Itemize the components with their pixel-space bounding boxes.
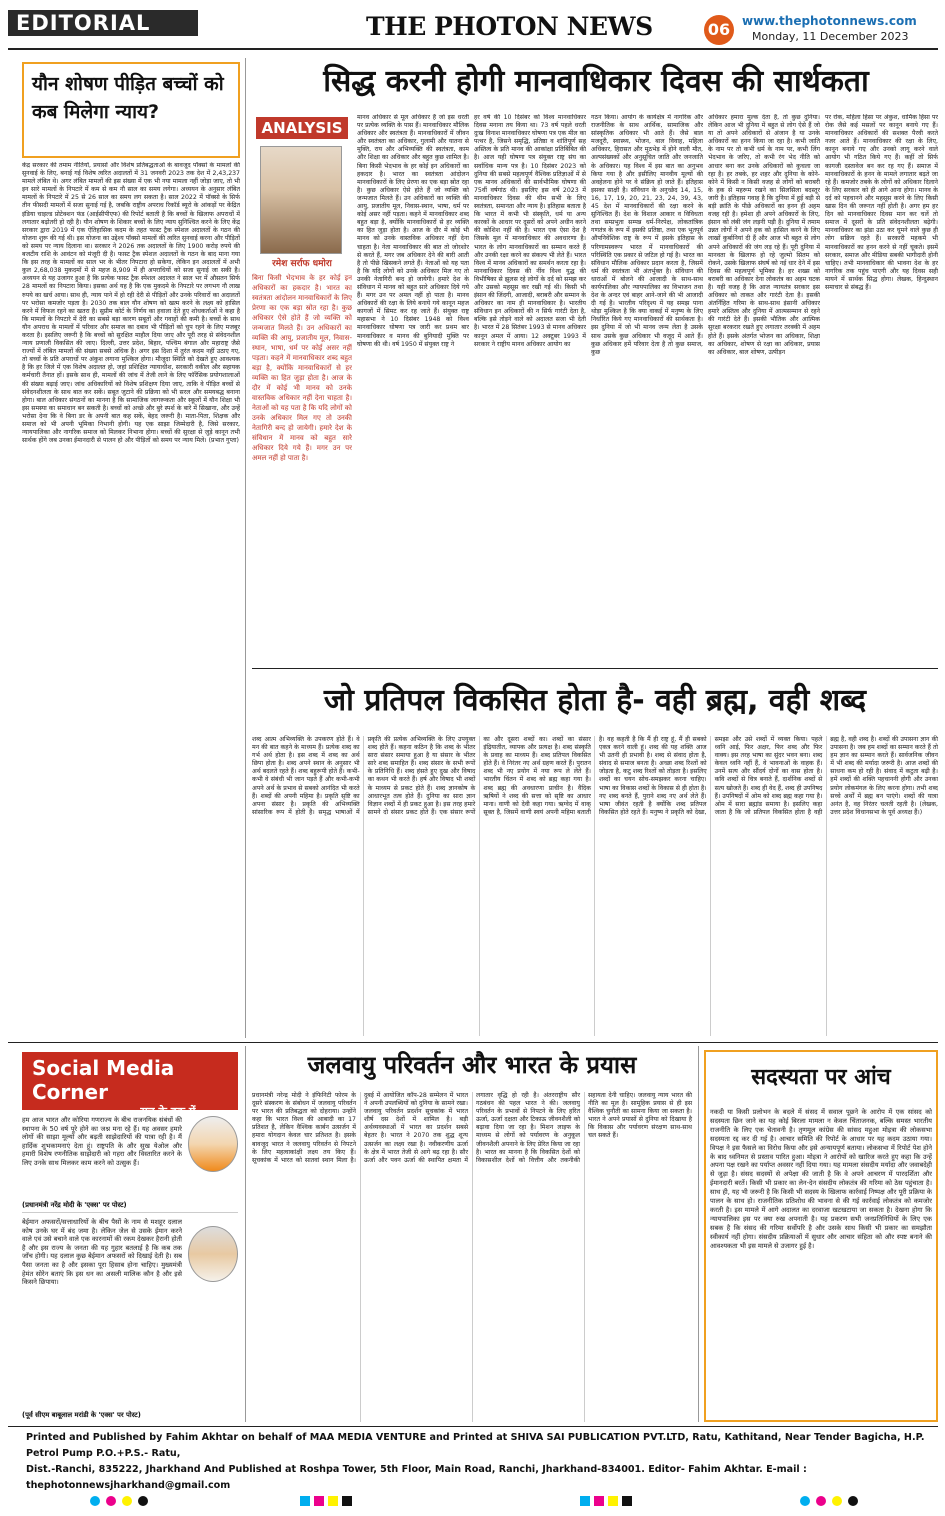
yellow-mark-2: [832, 1496, 842, 1506]
black-square: [342, 1496, 352, 1506]
section-divider: [252, 668, 938, 669]
print-registration-marks: [0, 1488, 945, 1512]
cyan-mark-2: [800, 1496, 810, 1506]
middle-article-title: जो प्रतिपल विकसित होता है- वही ब्रह्म, वही शब्द: [323, 683, 867, 718]
cyan-mark: [90, 1496, 100, 1506]
yellow-square-2: [608, 1496, 618, 1506]
author-byline: रमेश सर्राफ धमोरा: [272, 259, 332, 269]
social-post-2-credit: (पूर्व सीएम बाबूलाल मरांडी के 'एक्स' पर पोस्ट): [22, 1411, 141, 1419]
main-article-col4: अधिकार हमारा मुल्क देता है, तो कुछ दुनिया। लेकिन आज भी दुनिया में बहुत से लोग ऐसे हैं जो या तो अपने अधिकारों से अंजान है या उनके अधिकारों का हनन किया जा रहा है। कभी जाति के नाम पर तो कभी धर्म के नाम पर, कभी लिंग भेदभाव के जरिए, तो कभी रंग भेद नीति को आधार बना कर उनके अधिकारों को कुचला जा रहा है। हर तबके, हर शहर और दुनिया के कोने-कोने में किसी न किसी वजह से लोगों को बराबरी के हक से महरूम रखने का सिलसिला बदस्तूर जारी है। इतिहास गवाह है कि दुनिया में हुई बड़ी से बड़ी क्रांति के पीछे अधिकारों का हनन ही अहम वजह रही है। हमेशा ही अपने अधिकारों के लिए, इंसान को लंबी जंग लड़नी पड़ी है। दुनिया में तमाम उन्नत लोगों ने अपने हक को हासिल करने के लिए लाखों कुर्बानियां दी हैं और आज भी बहुत से लोग अपने अधिकारों की जंग लड़ रहे हैं। पूरी दुनिया में मानवता के खिलाफ हो रहे जुल्मो सितम को रोकने, उसके खिलाफ संघर्ष को नई धार देने में इस दिवस की महत्वपूर्ण भूमिका है। हर शख्स को बराबरी का अधिकार देना लोकतंत्र का अहम घटक है। यही वजह है कि आज न्यायतंत्र सरकार इस अधिकार को ताकत और गारंटी देता है। इसकी अंतर्निहित गरिमा के साथ-साथ इंसानी अधिकार हमारे अस्तित्व और दुनिया में आत्मसम्मान से रहने की गारंटी देते हैं। इसकी भौतिक और आत्मिक सुरक्षा बरकरार रखते हुए लगातार तरक्की में अहम होते हैं। इसके अंतर्गत भोजन का अधिकार, शिक्षा का अधिकार, शोषण से रक्षा का अधिकार, प्रयास का अधिकार, बाल शोषण, उत्पीड़न: [708, 114, 820, 356]
social-media-title: Social Media Corner: [32, 1056, 175, 1104]
left-article-body: केंद्र सरकार की तमाम नीतियों, प्रयासों और विशेष प्रतिबद्धताओं के बावजूद पॉक्सो के मामलों की सुनवाई के लिए, बनाई गई विशेष त्वरित अदालतों में 31 जनवरी 2023 तक देश में 2,43,237 मामले लंबित थे। अगर लंबित मामलों की इस संख्या में एक भी नया मामला नहीं जोड़ा जाए, तो भी इन सारे मामलों के निपटारे में कम से कम नौ साल का समय लगेगा। अध्ययन के अनुसार लंबित मामलों के निपटारे में 25 से 26 साल का समय लग सकता है। साल 2022 में पॉक्सो के सिर्फ तीन फीसदी मामलों में सजा सुनाई गई है, जबकि राष्ट्रीय अपराध रिकॉर्ड ब्यूरो के आंकड़ों पर केंद्रित इंडिया चाइल्ड प्रोटेक्शन फंड (आईसीपीएफ) की रिपोर्ट बताती है कि बच्चों के खिलाफ अपराधों में लगातार बढ़ोतरी हो रही है। यौन शोषण के शिकार बच्चों के लिए न्याय सुनिश्चित करने के लिए केंद्र सरकार द्वारा 2019 में एक ऐतिहासिक कदम के तहत फास्ट ट्रैक स्पेशल अदालतों के गठन की योजना शुरू की गई थी। इस योजना का उद्देश्य पॉक्सो मामलों की त्वरित सुनवाई करना और पीड़ितों को समय पर न्याय दिलाना था। सरकार ने 2026 तक अदालतों के लिए 1900 करोड़ रुपये की बजटीय राशि के आवंटन को मंजूरी दी है। फास्ट ट्रैक स्पेशल अदालतों के गठन के बाद माना गया कि इस तरह के मामलों का साल भर के भीतर निपटारा हो सकेगा, लेकिन इन अदालतों में अभी कुल 2,68,038 मुकदमों में से महज 8,909 में ही अपराधियों को सजा सुनाई जा सकी है। अध्ययन से यह उजागर हुआ है कि प्रत्येक फास्ट ट्रैक स्पेशल अदालत ने साल भर में औसतन सिर्फ 28 मामलों का निपटारा किया। इसका अर्थ यह है कि एक मुकदमे के निपटारे पर लगभग नौ लाख रुपये का खर्च आया। साथ ही, न्याय पाने में हो रही देरी से पीड़ितों और उनके परिवारों का अदालतों पर भरोसा कमजोर पड़ता है। 2030 तक बाल यौन शोषण को खत्म करने के लक्ष्य को हासिल करने में विफल रहने का खतरा है। सुप्रीम कोर्ट के निर्णय का हवाला देते हुए शोधकर्ताओं ने कहा है कि मामलों के निपटारे में देरी का सबसे बड़ा कारण सबूतों और गवाहों की कमी है। बच्चों के साथ यौन अपराध के मामलों में परिवार और समाज का दबाव भी पीड़ितों को चुप रहने के लिए मजबूर करता है। इसलिए जरूरी है कि बच्चों को सुरक्षित माहौल दिया जाए और पूरी तरह से संवेदनशील न्याय प्रणाली विकसित की जाए। दिल्ली, उत्तर प्रदेश, बिहार, पश्चिम बंगाल और महाराष्ट्र जैसे राज्यों में लंबित मामलों की संख्या सबसे अधिक है। अगर इस दिशा में तुरंत कदम नहीं उठाए गए, तो बच्चों के प्रति अपराधों पर अंकुश लगाना मुश्किल होगा। मौजूदा स्थिति को देखते हुए आवश्यक है कि हर जिले में एक विशेष अदालत हो, जहां प्रशिक्षित न्यायाधीश, सरकारी वकील और सहायक कर्मचारी तैनात हों। इसके साथ ही, मामलों की जांच में तेजी लाने के लिए फॉरेंसिक प्रयोगशालाओं की संख्या बढ़ाई जाए। जांच अधिकारियों को विशेष प्रशिक्षण दिया जाए, ताकि वे पीड़ित बच्चों से संवेदनशीलता के साथ बात कर सकें। सबूत जुटाने की प्रक्रिया को भी सरल और समयबद्ध बनाना होगा। बाल अधिकार संगठनों का मानना है कि सामाजिक जागरूकता और स्कूलों में यौन शिक्षा भी इस समस्या का समाधान बन सकती है। बच्चों को अच्छे और बुरे स्पर्श के बारे में सिखाना, और उन्हें भरोसा देना कि वे बिना डर के अपनी बात कह सकें, बेहद जरूरी है। माता-पिता, शिक्षक और समाज को भी अपनी भूमिका निभानी होगी। यह एक साझा जिम्मेदारी है, जिसे सरकार, न्यायपालिका और नागरिक समाज को मिलकर निभाना होगा। बच्चों की सुरक्षा से जुड़े कानून तभी सार्थक होंगे जब उनका ईमानदारी से पालन हो और पीड़ितों को समय पर न्याय मिले। (प्रभात गुप्ता): [22, 162, 240, 445]
page-number: 06: [704, 15, 734, 45]
imprint-line-2: Dist.-Ranchi, 835222, Jharkhand And Published at Roshpa Tower, 5th Floor, Main Road, Ranchi, Jharkhand-834001. Editor- Fahim Akhtar. E-mail : thephotonnewsjharkhand@gmail.com: [26, 1464, 807, 1491]
main-article-col1: मानव अधिकार से मूल अधिकार हैं जो इस धरती पर प्रत्येक व्यक्ति के पास हैं। मानवाधिकार मौलिक अधिकार और स्वतंत्रता हैं। मानवाधिकारों में जीवन और स्वतंत्रता का अधिकार, गुलामी और यातना से मुक्ति, राय और अभिव्यक्ति की स्वतंत्रता, काम और शिक्षा का अधिकार और बहुत कुछ शामिल है। बिना किसी भेदभाव के हर कोई इन अधिकारों का हकदार है। भारत का स्वतंत्रता आंदोलन मानवाधिकारों के लिए प्रेरणा का एक बड़ा स्रोत रहा है। कुछ अधिकार ऐसे होते हैं जो व्यक्ति को जन्मजात मिलते हैं। उन अधिकारों का व्यक्ति की आयु, प्रजातीय मूल, निवास-स्थान, भाषा, धर्म पर कोई असर नहीं पड़ता। कहने में मानवाधिकार शब्द बहुत बड़ा है, क्योंकि मानवाधिकारों से हर व्यक्ति का हित जुड़ा होता है। आज के दौर में कोई भी मानव को उनके वास्तविक अधिकार नहीं देना चाहता है। नेता मानवाधिकार की बात तो जोरशोर से करते हैं, मगर जब अधिकार देने की बारी आती है तो पीछे खिसकने लगते हैं। नेताओं को यह पता है कि यदि लोगों को उनके अधिकार मिल गए तो उनकी नेतागिरी बन्द हो जायेगी। हमारे देश के संविधान में मानव को बहुत सारे अधिकार दिये गये हैं। मगर उन पर अमल नहीं हो पाता है। मानव अधिकारों की रक्षा के लिये बनाये गये कानून महज कागजों में सिमट कर रह जाते हैं। संयुक्त राष्ट्र महासभा ने 10 दिसंबर 1948 को विश्व मानवाधिकार घोषणा पत्र जारी कर प्रथम बार मानवाधिकार व मानव की बुनियादी मुक्ति पर घोषणा की थी। वर्ष 1950 में संयुक्त राष्ट्र ने: [357, 114, 469, 348]
pm-avatar: [188, 1116, 238, 1172]
author-photo: [260, 146, 342, 254]
marandi-avatar: [188, 1226, 238, 1282]
left-article-title: यौन शोषण पीड़ित बच्चों को कब मिलेगा न्याय?: [32, 73, 224, 123]
social-post-1: हम आज भारत और कोरिया गणराज्य के बीच राजनयिक संबंधों की स्थापना के 50 वर्ष पूरे होने का जश्न मना रहे हैं। यह अवसर हमारे लोगों की साझा मूल्यों और बढ़ती साझेदारियों की यात्रा रही है। मैं हार्दिक शुभकामनाएं देता हूं। राष्ट्रपति के और सुख येओल और हमारी विशेष रणनीतिक साझेदारी को गहरा और विस्तारित करने के लिए उनके साथ मिलकर काम करने को उत्सुक हैं।: [22, 1116, 182, 1167]
climate-article-body: प्रधानमंत्री नरेन्द्र मोदी ने इंफिनिटी फोरम के दूसरे संस्करण के संबोधन में जलवायु परिवर्तन पर भारत की प्रतिबद्धता को दोहराया। उन्होंने कहा कि भारत विश्व की आबादी का 17 प्रतिशत है, लेकिन वैश्विक कार्बन उत्सर्जन में हमारा योगदान केवल चार प्रतिशत है। इसके बावजूद भारत ने जलवायु परिवर्तन से निपटने के लिए महत्वाकांक्षी लक्ष्य तय किए हैं। सूचकांक में भारत को सातवां स्थान मिला है। दुबई में आयोजित कॉप-28 सम्मेलन में भारत ने अपनी उपलब्धियों को दुनिया के सामने रखा। जलवायु परिवर्तन प्रदर्शन सूचकांक में भारत शीर्ष दस देशों में शामिल है। बड़ी अर्थव्यवस्थाओं में भारत का प्रदर्शन सबसे बेहतर है। भारत ने 2070 तक शुद्ध शून्य उत्सर्जन का लक्ष्य रखा है। नवीकरणीय ऊर्जा के क्षेत्र में भारत तेजी से आगे बढ़ रहा है। सौर ऊर्जा और पवन ऊर्जा की स्थापित क्षमता में लगातार वृद्धि हो रही है। अंतरराष्ट्रीय सौर गठबंधन की पहल भारत ने की। जलवायु परिवर्तन के प्रभावों से निपटने के लिए हरित ऊर्जा, ऊर्जा दक्षता और टिकाऊ जीवनशैली को बढ़ावा दिया जा रहा है। मिशन लाइफ के माध्यम से लोगों को पर्यावरण के अनुकूल जीवनशैली अपनाने के लिए प्रेरित किया जा रहा है। भारत का मानना है कि विकसित देशों को विकासशील देशों को वित्तीय और तकनीकी सहायता देनी चाहिए। जलवायु न्याय भारत की नीति का मूल है। सामूहिक प्रयास से ही इस वैश्विक चुनौती का सामना किया जा सकता है। भारत ने अपने प्रयासों से दुनिया को दिखाया है कि विकास और पर्यावरण संरक्षण साथ-साथ चल सकते हैं।: [252, 1092, 692, 1164]
masthead[interactable]: THE PHOTON NEWS: [366, 12, 653, 41]
column-divider-lower: [245, 1046, 246, 1422]
section-tag: EDITORIAL: [8, 10, 198, 36]
membership-article-title: सदस्यता पर आंच: [706, 1052, 936, 1106]
pull-quote: बिना किसी भेदभाव के हर कोई इन अधिकारों का हकदार है। भारत का स्वतंत्रता आंदोलन मानवाधिकारों के लिए प्रेरणा का एक बड़ा स्रोत रहा है। कुछ अधिकार ऐसे होते हैं जो व्यक्ति को जन्मजात मिलते हैं। उन अधिकारों का व्यक्ति की आयु, प्रजातीय मूल, निवास-स्थान, भाषा, धर्म पर कोई असर नहीं पड़ता। कहने में मानवाधिकार शब्द बहुत बड़ा है, क्योंकि मानवाधिकारों से हर व्यक्ति का हित जुड़ा होता है। आज के दौर में कोई भी मानव को उनके वास्तविक अधिकार नहीं देना चाहता है। नेताओं को यह पता है कि यदि लोगों को उनके अधिकार मिल गए तो उनकी नेतागिरी बन्द हो जायेगी। हमारे देश के संविधान में मानव को बहुत सारे अधिकार दिये गये हैं। मगर उन पर अमल नहीं हो पाता है।: [252, 274, 352, 462]
magenta-square-2: [594, 1496, 604, 1506]
main-article-title: सिद्ध करनी होगी मानवाधिकार दिवस की सार्थकता: [323, 64, 869, 99]
magenta-mark: [106, 1496, 116, 1506]
climate-article-title: जलवायु परिवर्तन और भारत के प्रयास: [307, 1051, 637, 1079]
magenta-square: [314, 1496, 324, 1506]
climate-article-columns: [252, 1092, 692, 1422]
column-divider-right: [698, 1046, 699, 1422]
analysis-tag: ANALYSIS: [256, 117, 348, 139]
cyan-square: [300, 1496, 310, 1506]
imprint-line-1: Printed and Published by Fahim Akhtar on behalf of MAA MEDIA VENTURE and Printed at SHIVA SAI PUBLICATION PVT.LTD, Ratu, Kathitand, Near Tender Bagicha, H.P. Petrol Pump P.O.+P.S.- Ratu,: [26, 1432, 925, 1459]
imprint-footer: [26, 1430, 926, 1494]
lower-divider: [8, 1042, 938, 1043]
black-square-2: [622, 1496, 632, 1506]
yellow-square: [328, 1496, 338, 1506]
black-mark: [138, 1496, 148, 1506]
membership-article-body: नकदी या किसी प्रलोभन के बदले में संसद में सवाल पूछने के आरोप में एक सांसद को सदस्यता छिन जाने का यह कोई बिरला मामला न केवल चिंताजनक, बल्कि समस्त भारतीय राजनीति के लिए एक चेतावनी है। तृणमूल कांग्रेस की सांसद महुआ मोइत्रा की लोकसभा सदस्यता रद्द कर दी गई है। आचार समिति की रिपोर्ट के आधार पर यह कदम उठाया गया। विपक्ष ने इस फैसले का विरोध किया और इसे अन्यायपूर्ण बताया। लोकसभा में रिपोर्ट पेश होने के बाद ध्वनिमत से प्रस्ताव पारित हुआ। मोइत्रा ने आरोपों को खारिज करते हुए कहा कि उन्हें अपना पक्ष रखने का पर्याप्त अवसर नहीं दिया गया। यह मामला संसदीय मर्यादा और जवाबदेही से जुड़ा है। संसद सदस्यों से अपेक्षा की जाती है कि वे अपने आचरण में पारदर्शिता और ईमानदारी बरतें। किसी भी प्रकार का लेन-देन संसदीय लोकतंत्र की गरिमा को ठेस पहुंचाता है। साथ ही, यह भी जरूरी है कि किसी भी सदस्य के खिलाफ कार्रवाई निष्पक्ष और पूरी प्रक्रिया के पालन के साथ हो। राजनीतिक प्रतिशोध की भावना से की गई कार्रवाई लोकतंत्र को कमजोर करती है। इस मामले में आगे अदालत का दरवाजा खटखटाया जा सकता है। देखना होगा कि न्यायपालिका इस पर क्या रुख अपनाती है। यह प्रकरण सभी जनप्रतिनिधियों के लिए एक सबक है कि संसद की गरिमा सर्वोपरि है और उसके साथ किसी भी प्रकार का समझौता स्वीकार्य नहीं होगा। संसदीय प्रक्रियाओं में सुधार और आचार संहिता को और स्पष्ट बनाने की आवश्यकता भी इस मामले से उजागर हुई है।: [710, 1108, 932, 1250]
left-article-title-box: [22, 62, 240, 158]
social-media-corner-header: [22, 1052, 238, 1118]
social-divider: [22, 1212, 238, 1213]
social-media-subtitle: सच के हक में...: [140, 1105, 208, 1118]
middle-article-body: शब्द आत्म अभिव्यक्ति के उपकरण होते हैं। वे मन की बात कहने के माध्यम हैं। प्रत्येक शब्द का गर्भ अर्थ होता है। इस शब्द में शब्द का अर्थ छिपा होता है। शब्द अपने स्थान के अनुसार भी अर्थ बदलते रहते हैं। शब्द बहुरूपी होते हैं। कभी-कभी वे संबंधी भी जान पड़ते हैं और कभी-कभी अपने अर्थ के प्रभाव से सबको आनंदित भी करते हैं। शब्दों की अपनी महिमा है। प्रकृति सृष्टि का अपना संसार है। प्रकृति की अभिव्यक्ति सांसारिक रूप में होती है। समृद्ध भाषाओं में प्रकृति की प्रत्येक अभिव्यक्ति के लिए उपयुक्त शब्द होते हैं। कहना कठिन है कि शब्द के भीतर सारा संसार समाया हुआ है या संसार के भीतर सारे शब्द समाहित हैं। शब्द संसार के सभी रूपों के प्रतिनिधि हैं। शब्द हंसते हुए दुख और विषाद का कथन भी करते हैं। हर्ष और विषाद भी शब्दों के माध्यम से प्रकट होते हैं। शब्द ज्ञानकोष के आधारभूत तत्व होते हैं। दुनिया का सारा ज्ञान विज्ञान शब्दों में ही प्रकट हुआ है। इस तरह हमारे सामने दो संसार प्रकट होते हैं। एक संसार रूपों का और दूसरा शब्दों का। शब्दों का संसार इंद्रियातीत, व्यापक और प्रत्यक्ष है। शब्द संस्कृति के प्रवाह का माध्यम हैं। शब्द प्रतिपल विकसित होते हैं। वे निरंतर नए अर्थ ग्रहण करते हैं। पुरातन शब्द भी नए प्रयोग में नया रूप ले लेते हैं। भारतीय चिंतन में शब्द को ब्रह्म कहा गया है। शब्द ब्रह्म की अवधारणा प्राचीन है। वैदिक ऋषियों ने शब्द की सत्ता को सृष्टि का आधार माना। वाणी को देवी कहा गया। ऋग्वेद में वाक् सूक्त है, जिसमें वाणी स्वयं अपनी महिमा बताती है। वह कहती है कि मैं ही राष्ट्र हूं, मैं ही सबको एकत्र करने वाली हूं। शब्द की यह शक्ति आज भी उतनी ही प्रभावी है। शब्द से संवाद होता है, संवाद से समाज बनता है। अच्छा शब्द रिश्तों को जोड़ता है, कटु शब्द रिश्तों को तोड़ता है। इसलिए शब्दों का चयन सोच-समझकर करना चाहिए। भाषा का विकास शब्दों के विकास से ही होता है। नए शब्द बनते हैं, पुराने शब्द नए अर्थ लेते हैं। भाषा जीवंत रहती है क्योंकि शब्द प्रतिपल विकसित होते रहते हैं। मनुष्य ने प्रकृति को देखा, समझा और उसे शब्दों में व्यक्त किया। पहले ध्वनि आई, फिर अक्षर, फिर शब्द और फिर वाक्य। इस तरह भाषा का सुंदर भवन बना। शब्द केवल ध्वनि नहीं हैं, वे भावनाओं के वाहक हैं। उनमें सत्य और सौंदर्य दोनों का वास होता है। कवि शब्दों से चित्र बनाते हैं, दार्शनिक शब्दों से सत्य खोजते हैं। शब्द ही वेद हैं, शब्द ही उपनिषद हैं। उपनिषदों में ओम को शब्द ब्रह्म कहा गया है। ओम में सारा ब्रह्मांड समाया है। इसलिए कहा जाता है कि जो प्रतिपल विकसित होता है वही ब्रह्म है, वही शब्द है। शब्दों की उपासना ज्ञान की उपासना है। जब हम शब्दों का सम्मान करते हैं तो हम ज्ञान का सम्मान करते हैं। सार्वजनिक जीवन में भी शब्द की मर्यादा जरूरी है। आज शब्दों की साधना कम हो रही है। संवाद में कटुता बढ़ी है। हमें शब्दों की शक्ति पहचाननी होगी और उनका प्रयोग लोकमंगल के लिए करना होगा। तभी शब्द सच्चे अर्थों में ब्रह्म बन पाएंगे। शब्दों की यात्रा अनंत है, वह निरंतर चलती रहती है। (लेखक, उत्तर प्रदेश विधानसभा के पूर्व अध्यक्ष हैं।): [252, 736, 938, 816]
main-article-col3: गठन किया। आयोग के कार्यक्षेत्र में नागरिक और राजनीतिक के साथ आर्थिक, सामाजिक और सांस्कृतिक अधिकार भी आते हैं। जैसे बाल मजदूरी, स्वास्थ्य, भोजन, बाल विवाह, महिला अधिकार, हिरासत और मुठभेड़ में होने वाली मौत, अल्पसंख्यकों और अनुसूचित जाति और जनजाति के अधिकार। यह विश्व में इस बात का अनुभव किया गया है और इसीलिए मानवीय मूल्यों की अवहेलना होने पर वे संक्रिय हो जाते हैं। इतिहास इसका साक्षी है। संविधान के अनुच्छेद 14, 15, 16, 17, 19, 20, 21, 23, 24, 39, 43, 45 देश में मानवाधिकारों की रक्षा करने के सुनिश्चित हैं। देश के विशाल आकार व विविधता तथा सम्प्रभुता सम्पन्न धर्म-निरपेक्ष, लोकतांत्रिक गणतंत्र के रूप में इसकी प्रतिष्ठा, तथा एक भूतपूर्व औपनिवेशिक राष्ट्र के रूप में इसके इतिहास के परिणामस्वरूप भारत में मानवाधिकारों की परिस्थिति एक प्रकार से जटिल हो गई है। भारत का संविधान मौलिक अधिकार प्रदान करता है, जिसमें धर्म की स्वतंत्रता भी अंतर्भुक्त है। संविधान की धाराओं में बोलने की आजादी के साथ-साथ कार्यपालिका और न्यायपालिका का विभाजन तथा देश के अन्दर एवं बाहर आने-जाने की भी आजादी दी गई है। भारतीय परिदृश्य में यह समझ पाना थोड़ा मुश्किल है कि क्या वाकई में मनुष्य के लिए निर्धारित किये गए मानवाधिकारों की सार्थकता है। इस दुनिया में जो भी मानव जन्म लेता है उसके साथ उसके कुछ अधिकार भी वजूद में आते हैं। कुछ अधिकार हमें परिवार देता है तो कुछ समाज, कुछ: [591, 114, 703, 356]
main-article-col5: पर रोक, महिला हिंसा पर अंकुश, धार्मिक हिंसा पर रोक जैसे कई मसलों पर कानून बनाये गए हैं। मानवाधिकार अधिकारों की सशक्त पैरवी करते नजर आते हैं। मानवाधिकार की रक्षा के लिए, कानून बनाये गए और उनको लागू करने वाले आयोग भी गठित किये गए हैं। कहीं तो सिर्फ कागजी दस्तावेज बन कर रह गए हैं। समाज में मानवाधिकारों के हनन के मामले लगातार बढ़ते जा रहे हैं। कमजोर तबके के लोगों को अधिकार दिलाने के लिए सरकार को ही आगे आना होगा। मानव के दर्द को पहचानने और महसूस करने के लिए किसी खास दिन की जरूरत नहीं होती है। अगर हम हर दिन को मानवाधिकार दिवस मान कर चलें तो समाज में दूसरों के प्रति संवेदनशीलता बढ़ेगी। मानवाधिकार का झंडा उठा कर घूमने वाले कुछ ही लोग सक्रिय रहते हैं। सरकारी महकमे भी मानवाधिकारों का हनन करने से नहीं चूकते। इसमें सरकार, समाज और मीडिया सबकी भागीदारी होनी चाहिए। तभी मानवाधिकार की भावना देश के हर नागरिक तक पहुंच पाएगी और यह दिवस सही मायने में सार्थक सिद्ध होगा। लेखक, हिन्दुस्थान समाचार से संबद्ध हैं।: [825, 114, 938, 291]
main-article-col2: हर वर्ष की 10 दिसंबर को विश्व मानवाधिकार दिवस मनाना तय किया था। 73 वर्ष पहले धरती दुःख विनाश मानवाधिकार घोषणा पत्र एक मील का पत्थर है, जिसने समृद्धि, प्रतिष्ठा व शांतिपूर्ण सह अस्तित्व के प्रति मानव की आकांक्षा प्रतिबिंबित की है। आज यही घोषणा पत्र संयुक्त राष्ट्र संघ का सर्वाधिक मान्य पत्र है। 10 दिसंबर 2023 को दुनिया की सबसे महत्वपूर्ण वैश्विक प्रतिज्ञाओं में से एक मानव अधिकारों की सार्वभौमिक घोषणा की 75वीं वर्षगांठ थी। इसलिए इस वर्ष 2023 में मानवाधिकार दिवस की थीम सभी के लिए स्वतंत्रता, समानता और न्याय है। इतिहास बताता है कि भारत में कभी भी संस्कृति, धर्म या अन्य कारकों के आधार पर दूसरों को अपने अधीन करने की कोशिश नहीं की है। भारत एक ऐसा देश है जिसके मूल में मानवाधिकार की अवधारणा है। भारत के लोग मानवाधिकारों का सम्मान करते हैं और उनकी रक्षा करने का संकल्प भी लेते हैं। भारत विश्व में मानव अधिकारों का समर्थन करता रहा है। मानवाधिकार दिवस की नींव विश्व युद्ध की विभीषिका से झुलस रहे लोगों के दर्द को समझ कर और उसको महसूस कर रखी गई थी। किसी भी इंसान की जिंदगी, आजादी, बराबरी और सम्मान के अधिकार का नाम ही मानवाधिकार है। भारतीय संविधान इन अधिकारों की न सिर्फ गारंटी देता है, बल्कि इसे तोड़ने वाले को अदालत सजा भी देती है। भारत में 28 सितंबर 1993 से मानव अधिकार कानून अमल में आया। 12 अक्टूबर 1993 में सरकार ने राष्ट्रीय मानव अधिकार आयोग का: [474, 114, 586, 348]
magenta-mark-2: [816, 1496, 826, 1506]
header-divider: [8, 48, 938, 50]
site-url-link[interactable]: www.thephotonnews.com: [742, 14, 917, 28]
footer-divider: [8, 1426, 938, 1427]
cyan-square-2: [580, 1496, 590, 1506]
black-mark-2: [848, 1496, 858, 1506]
social-post-1-credit: (प्रधानमंत्री नरेंद्र मोदी के 'एक्स' पर पोस्ट): [22, 1201, 127, 1209]
social-post-2: बेईमान अफसरों/सत्ताधारियों के बीच पैसों के नाम से मशहूर दलाल कोष उनके घर में बंद जमा है। लेकिन जेल से उसके ईमान करने वाले एवं उसे बचाने वाले एक कारनामों की रकम देखकर हैरानी होती है और इस राज्य के जनता की यह गुहार बतलाई है कि कब तक जाँच होगी। यह दलाल कुछ बेईमान अफसरों को दिखाई देती है। सब पैसा जनता का है और इसका पूरा हिसाब होना चाहिए। मुख्यमंत्री हेमंत सोरेन बताएं कि इस धन का असली मालिक कौन है और इसे किसने छिपाया।: [22, 1218, 182, 1287]
issue-date: Monday, 11 December 2023: [752, 30, 909, 43]
yellow-mark: [122, 1496, 132, 1506]
middle-article-columns: [252, 736, 938, 1036]
column-divider: [245, 58, 246, 1038]
